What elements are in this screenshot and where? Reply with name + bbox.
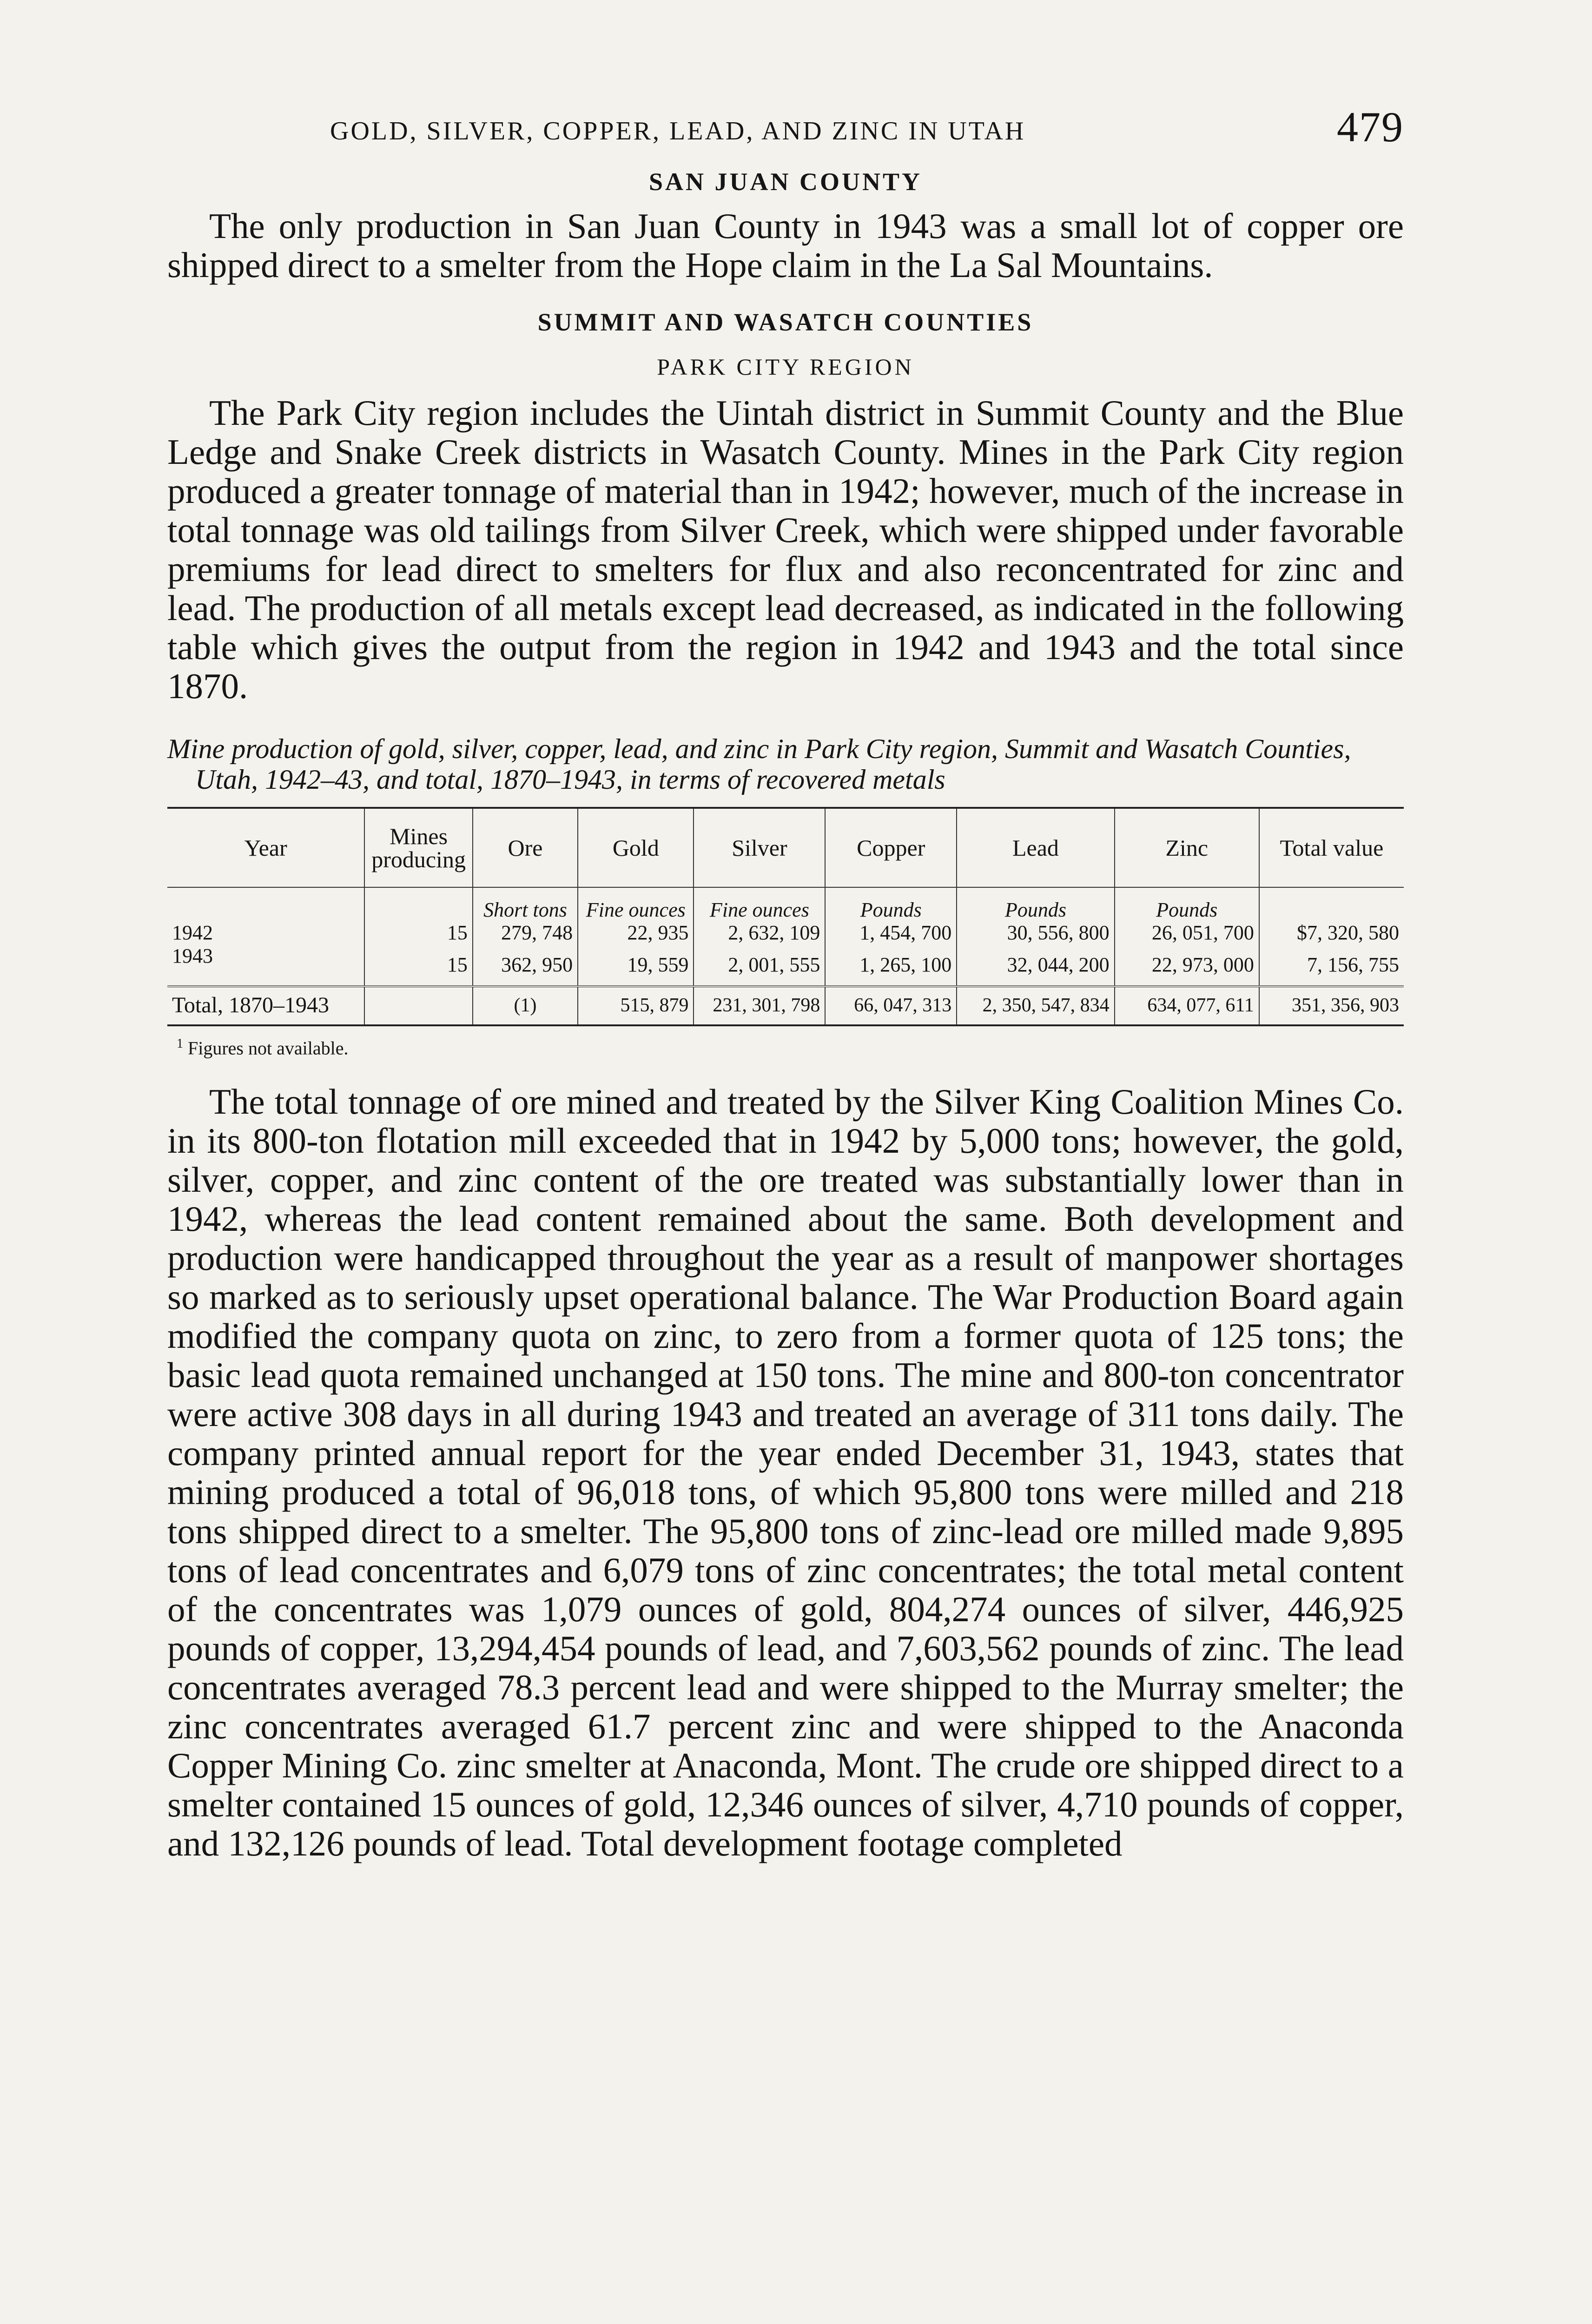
unit-cell: Fine ounces xyxy=(578,887,694,921)
table-cell: 15 xyxy=(364,921,473,944)
paragraph-san-juan: The only production in San Juan County in 1943 was a small lot of copper ore shipped direct to a smelter from the Hope claim in the La Sal Mountains. xyxy=(167,206,1404,285)
table-cell: 19, 559 xyxy=(578,944,694,986)
header-zinc: Zinc xyxy=(1115,808,1259,887)
table-cell: 2, 632, 109 xyxy=(694,921,825,944)
paragraph-silver-king: The total tonnage of ore mined and treated by the Silver King Coalition Mines Co. in its 800-ton flotation mill exceeded that in 1942 by 5,000 tons; however, the gold, silver, copper, and zinc content of the ore treated was substantially lower than in 1942, whereas the lead content remained about the same. Both development and production were handicapped throughout the year as a result of manpower shortages so marked as to seriously upset operational balance. The War Production Board again modified the company quota on zinc, to zero from a former quota of 125 tons; the basic lead quota remained unchanged at 150 tons. The mine and 800-ton concentrator were active 308 days in all during 1943 and treated an average of 311 tons daily. The company printed annual report for the year ended December 31, 1943, states that mining produced a total of 96,018 tons, of which 95,800 tons were milled and 218 tons shipped direct to a smelter. The 95,800 tons of zinc-lead ore milled made 9,895 tons of lead concentrates and 6,079 tons of zinc concentrates; the total metal content of the concentrates was 1,079 ounces of gold, 804,274 ounces of silver, 446,925 pounds of copper, 13,294,454 pounds of lead, and 7,603,562 pounds of zinc. The lead concentrates averaged 78.3 percent lead and were shipped to the Murray smelter; the zinc concentrates averaged 61.7 percent zinc and were shipped to the Anaconda Copper Mining Co. zinc smelter at Anaconda, Mont. The crude ore shipped direct to a smelter contained 15 ounces of gold, 12,346 ounces of silver, 4,710 pounds of copper, and 132,126 pounds of lead. Total development footage completed xyxy=(167,1082,1404,1864)
table-cell: 634, 077, 611 xyxy=(1115,986,1259,1025)
table-cell: 231, 301, 798 xyxy=(694,986,825,1025)
unit-cell: Pounds xyxy=(825,887,957,921)
header-silver: Silver xyxy=(694,808,825,887)
table-cell: 30, 556, 800 xyxy=(957,921,1114,944)
footnote-mark: 1 xyxy=(177,1037,183,1051)
table-cell: 2, 350, 547, 834 xyxy=(957,986,1114,1025)
table-row-1942 xyxy=(167,921,1404,944)
subheading-park-city: PARK CITY REGION xyxy=(657,354,914,380)
header-lead: Lead xyxy=(957,808,1114,887)
table-cell: (1) xyxy=(473,986,578,1025)
table-cell: 22, 935 xyxy=(578,921,694,944)
table-header-row xyxy=(167,808,1404,887)
table-footnote xyxy=(177,1037,1404,1059)
table-cell: $7, 320, 580 xyxy=(1259,921,1404,944)
unit-cell: Pounds xyxy=(1115,887,1259,921)
table-cell: 15 xyxy=(364,944,473,986)
header-gold: Gold xyxy=(578,808,694,887)
running-head xyxy=(167,102,1404,153)
unit-cell: Short tons xyxy=(473,887,578,921)
running-head-title: GOLD, SILVER, COPPER, LEAD, AND ZINC IN UTAH xyxy=(330,117,1026,145)
header-total-value: Total value xyxy=(1259,808,1404,887)
table-cell: 1, 265, 100 xyxy=(825,944,957,986)
header-mines-producing: Mines producing xyxy=(364,808,473,887)
table-cell xyxy=(364,986,473,1025)
table-units-row xyxy=(167,887,1404,921)
table-total-row xyxy=(167,986,1404,1025)
section-heading-san-juan: SAN JUAN COUNTY xyxy=(648,168,923,196)
production-table xyxy=(167,807,1404,1026)
document-page xyxy=(167,102,1404,1863)
table-cell: 2, 001, 555 xyxy=(694,944,825,986)
table-cell: Total, 1870–1943 xyxy=(167,986,364,1025)
section-heading-summit-wasatch: SUMMIT AND WASATCH COUNTIES xyxy=(537,308,1034,336)
table-cell: 351, 356, 903 xyxy=(1259,986,1404,1025)
table-cell: 66, 047, 313 xyxy=(825,986,957,1025)
table-cell: 22, 973, 000 xyxy=(1115,944,1259,986)
table-row-1943 xyxy=(167,944,1404,986)
table-cell: 1942 xyxy=(172,921,213,944)
table-cell: 26, 051, 700 xyxy=(1115,921,1259,944)
unit-cell: Fine ounces xyxy=(694,887,825,921)
table-cell: 515, 879 xyxy=(578,986,694,1025)
paragraph-park-city: The Park City region includes the Uintah district in Summit County and the Blue Ledge and Snake Creek districts in Wasatch County. Mines in the Park City region produced a greater tonnage of material than in 1942; however, much of the increase in total tonnage was old tailings from Silver Creek, which were shipped under favorable premiums for lead direct to smelters for flux and also reconcentrated for zinc and lead. The production of all metals except lead decreased, as indicated in the following table which gives the output from the region in 1942 and 1943 and the total since 1870. xyxy=(167,393,1404,706)
unit-cell xyxy=(1259,887,1404,921)
unit-cell: Pounds xyxy=(957,887,1114,921)
table-cell: 1943 xyxy=(172,944,213,967)
page-number: 479 xyxy=(1337,103,1404,151)
table-cell: 7, 156, 755 xyxy=(1259,944,1404,986)
header-ore: Ore xyxy=(473,808,578,887)
header-copper: Copper xyxy=(825,808,957,887)
table-cell: 32, 044, 200 xyxy=(957,944,1114,986)
footnote-text: Figures not available. xyxy=(188,1037,349,1059)
header-year: Year xyxy=(167,808,364,887)
unit-cell xyxy=(364,887,473,921)
table-cell: 1, 454, 700 xyxy=(825,921,957,944)
table-cell: 279, 748 xyxy=(473,921,578,944)
table-cell: 362, 950 xyxy=(473,944,578,986)
unit-cell xyxy=(167,887,364,921)
table-caption: Mine production of gold, silver, copper, lead, and zinc in Park City region, Summit and Wasatch Counties, Utah, 1942–43, and total, 1870–1943, in terms of recovered metals xyxy=(167,733,1351,795)
